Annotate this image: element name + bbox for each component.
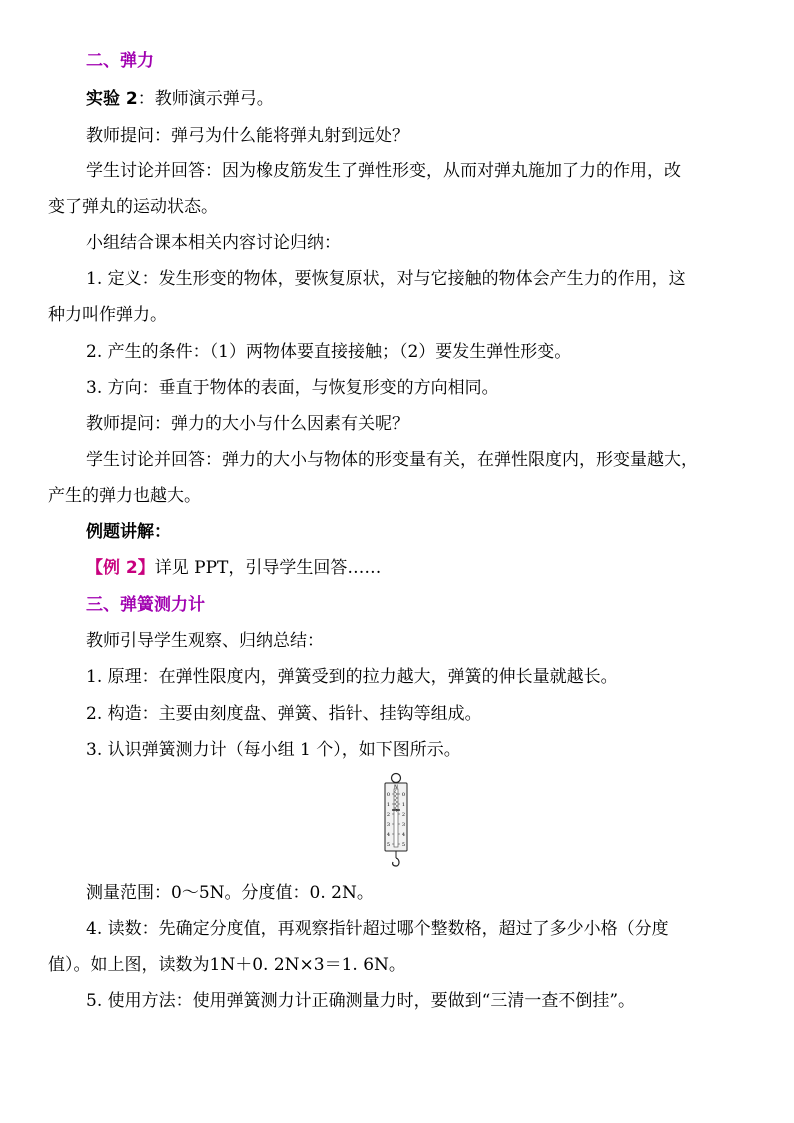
spring-scale-figure — [381, 772, 411, 872]
unit-label: N — [394, 784, 398, 791]
tick-label-right-3: 3 — [401, 821, 406, 828]
group-discussion: 小组结合课本相关内容讨论归纳： — [86, 233, 341, 253]
student-answer-1-line1: 学生讨论并回答：因为橡皮筋发生了弹性形变，从而对弹丸施加了力的作用，改 — [86, 161, 681, 181]
tick-label-right-4: 4 — [401, 831, 406, 838]
tick-label-right-1: 1 — [401, 801, 406, 808]
section-heading-spring-scale: 三、弹簧测力计 — [86, 595, 205, 615]
teacher-question-2: 教师提问：弹力的大小与什么因素有关呢？ — [86, 414, 409, 434]
conditions: 2. 产生的条件：（1）两物体要直接接触；（2）要发生弹性形变。 — [86, 342, 572, 362]
tick-label-left-4: 4 — [386, 831, 391, 838]
example-label: 【例 2】 — [86, 558, 155, 578]
example-line — [86, 557, 381, 579]
measurement-range: 测量范围：0～5N。分度值：0. 2N。 — [86, 883, 374, 903]
tick-label-left-3: 3 — [386, 821, 391, 828]
tick-label-left-2: 2 — [386, 811, 391, 818]
teacher-question-1: 教师提问：弹弓为什么能将弹丸射到远处？ — [86, 126, 409, 146]
principle: 1. 原理：在弹性限度内，弹簧受到的拉力越大，弹簧的伸长量就越长。 — [86, 667, 618, 687]
tick-label-left-1: 1 — [386, 801, 391, 808]
tick-label-right-5: 5 — [401, 841, 406, 848]
student-answer-1-line2: 变了弹丸的运动状态。 — [48, 197, 218, 217]
example-title: 例题讲解： — [86, 522, 171, 542]
tick-label-left-0: 0 — [386, 791, 391, 798]
definition-line2: 种力叫作弹力。 — [48, 305, 167, 325]
usage: 5. 使用方法：使用弹簧测力计正确测量力时，要做到“三清一查不倒挂”。 — [86, 991, 636, 1011]
top-ring-icon — [392, 774, 401, 783]
recognize-scale: 3. 认识弹簧测力计（每小组 1 个），如下图所示。 — [86, 740, 461, 760]
structure: 2. 构造：主要由刻度盘、弹簧、指针、挂钩等组成。 — [86, 704, 482, 724]
direction: 3. 方向：垂直于物体的表面，与恢复形变的方向相同。 — [86, 378, 499, 398]
definition-line1: 1. 定义：发生形变的物体，要恢复原状，对与它接触的物体会产生力的作用，这 — [86, 269, 686, 289]
example-text: 详见 PPT，引导学生回答…… — [154, 558, 382, 578]
student-answer-2-line1: 学生讨论并回答：弹力的大小与物体的形变量有关，在弹性限度内，形变量越大， — [86, 450, 698, 470]
experiment-label: 实验 2 — [86, 89, 138, 109]
hook-icon — [393, 858, 399, 866]
reading-line1: 4. 读数：先确定分度值，再观察指针超过哪个整数格，超过了多少小格（分度 — [86, 919, 669, 939]
tick-label-right-2: 2 — [401, 811, 406, 818]
student-answer-2-line2: 产生的弹力也越大。 — [48, 486, 201, 506]
section-heading-elastic-force: 二、弹力 — [86, 51, 154, 71]
reading-line2: 值）。如上图，读数为1N＋0. 2N×3＝1. 6N。 — [48, 955, 406, 975]
experiment-line — [86, 88, 274, 110]
tick-label-left-5: 5 — [386, 841, 391, 848]
teacher-guide: 教师引导学生观察、归纳总结： — [86, 631, 324, 651]
tick-label-right-0: 0 — [401, 791, 406, 798]
experiment-text: ：教师演示弹弓。 — [137, 89, 274, 109]
